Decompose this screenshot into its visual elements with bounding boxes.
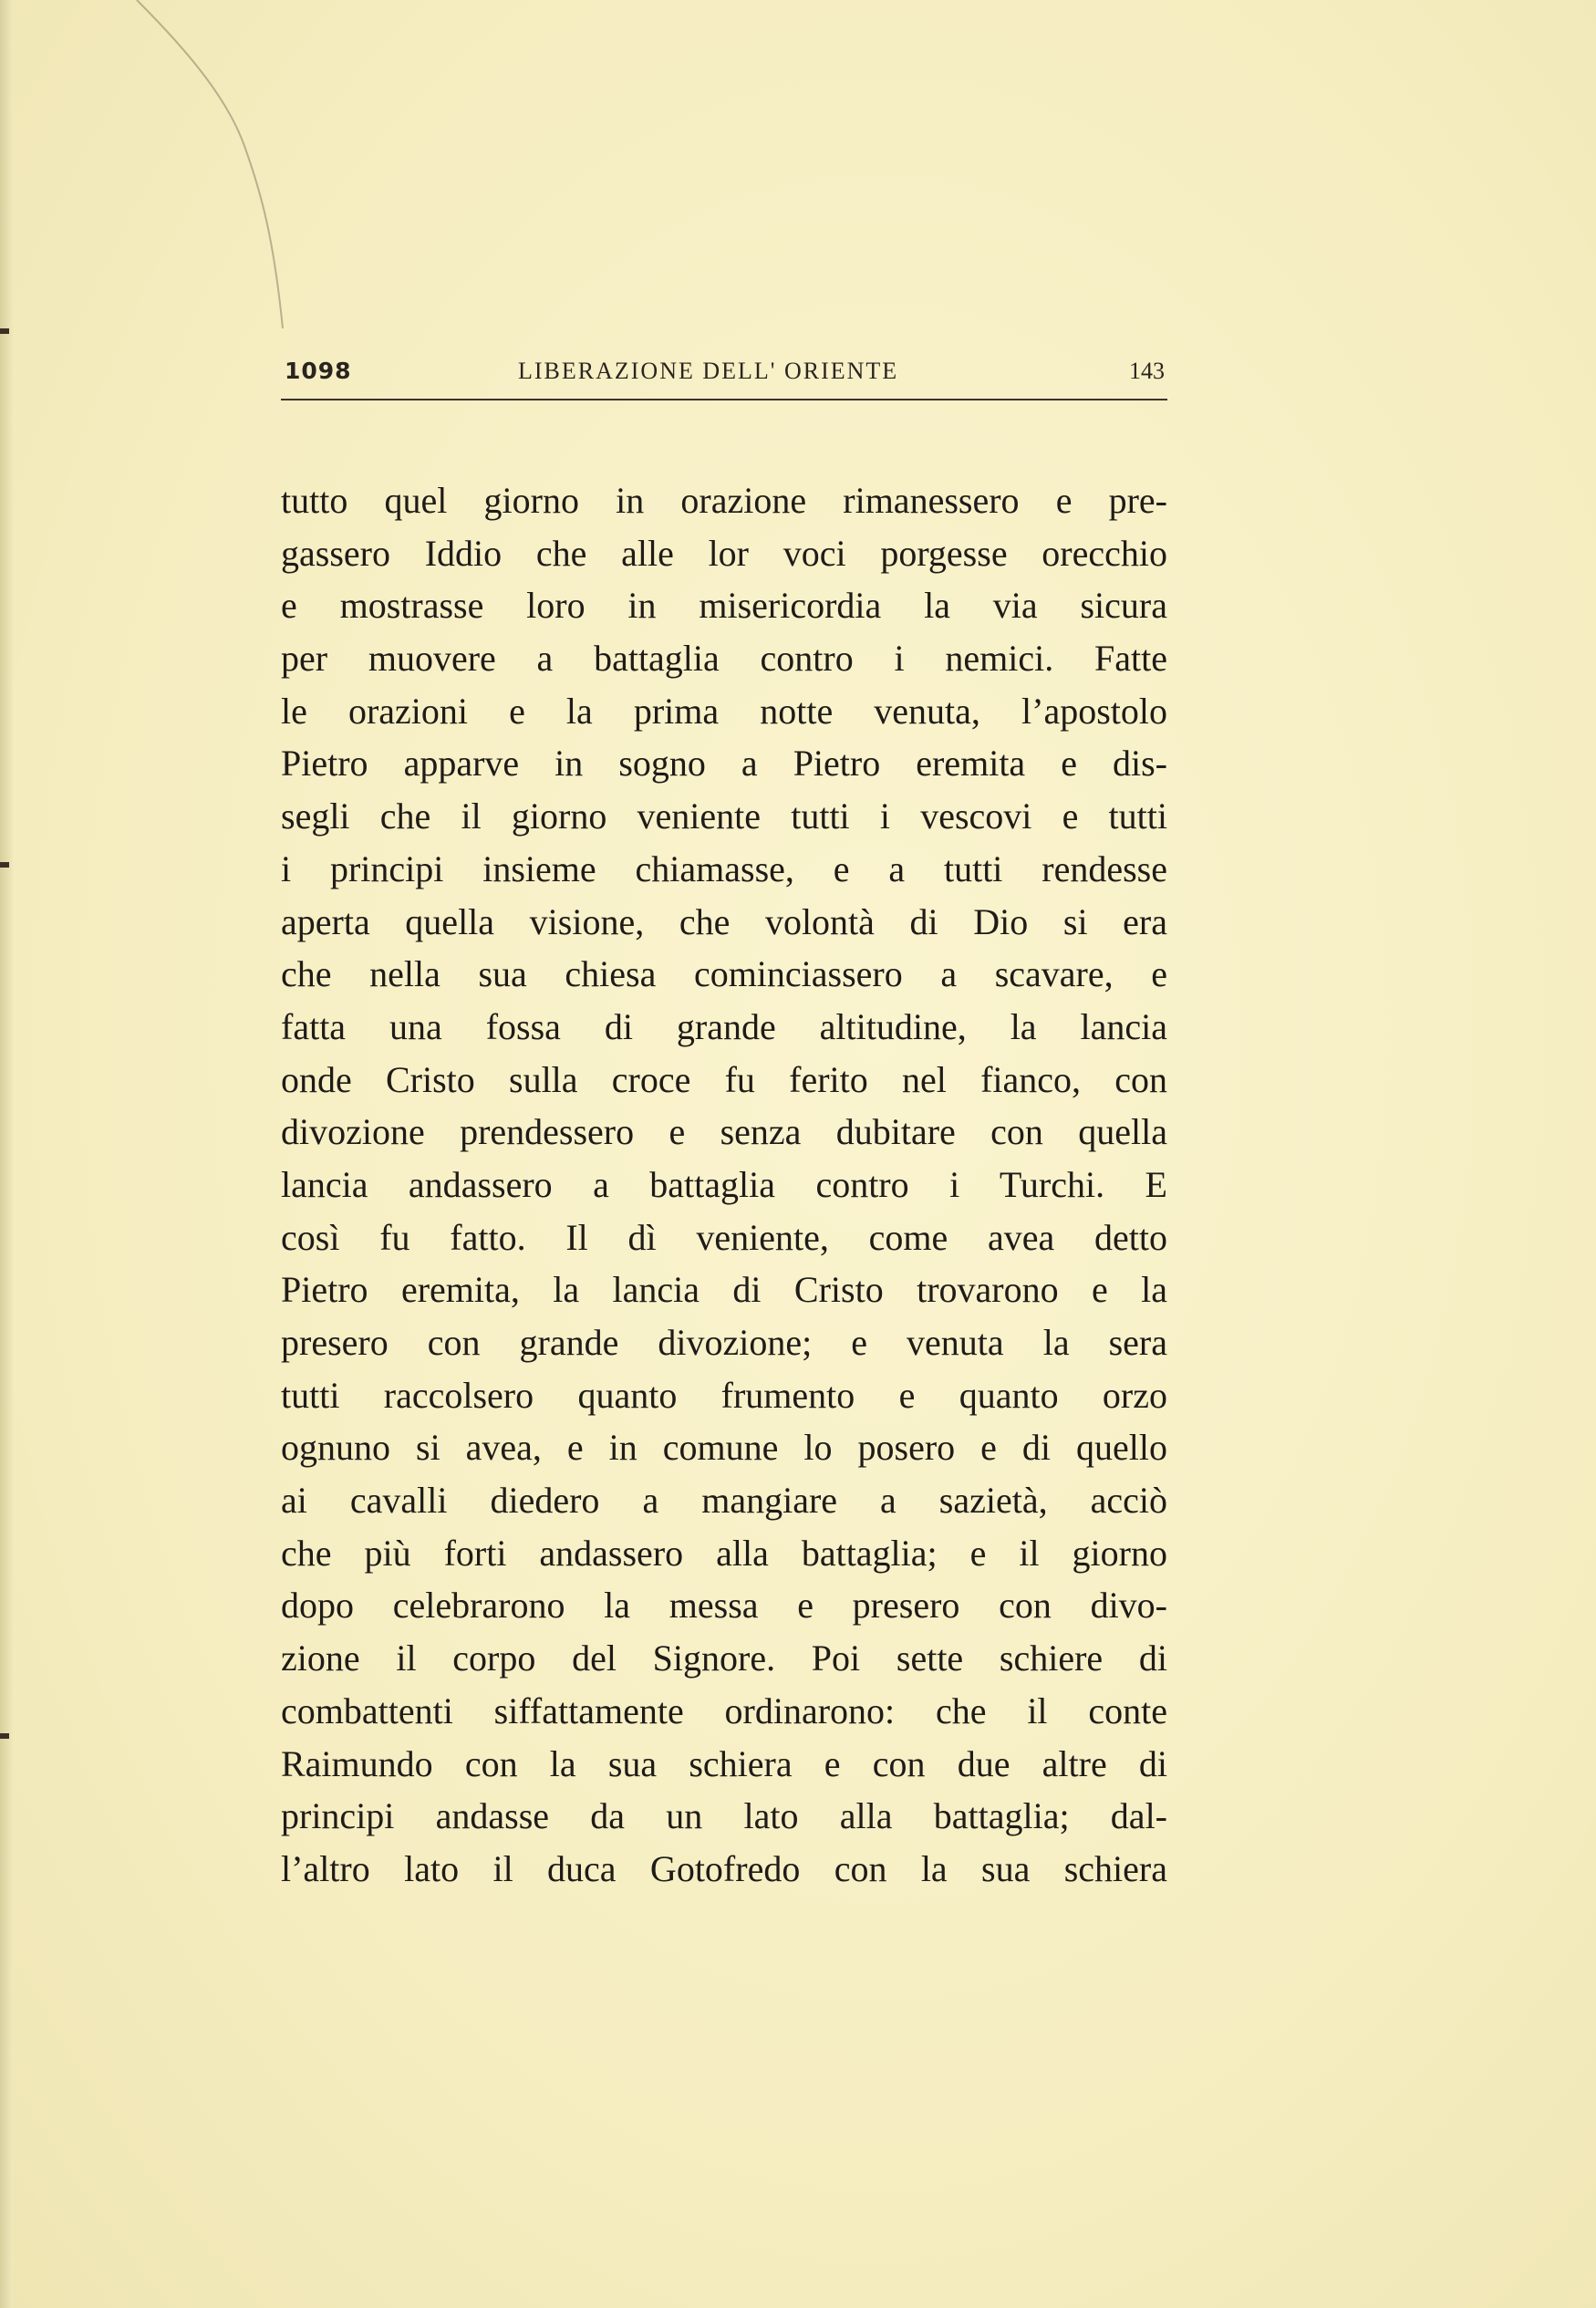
- text-line: Pietro eremita, la lancia di Cristo trovarono e la: [281, 1269, 1167, 1311]
- text-line: Raimundo con la sua schiera e con due altre di: [281, 1742, 1167, 1784]
- text-line: che più forti andassero alla battaglia; e il giorno: [281, 1532, 1167, 1574]
- page-number: 143: [1129, 358, 1165, 384]
- text-line: segli che il giorno veniente tutti i vescovi e tutti: [281, 795, 1167, 837]
- page-fold-crease: [0, 0, 383, 365]
- body-text: [281, 474, 1167, 1896]
- text-line: fatta una fossa di grande altitudine, la lancia: [281, 1005, 1167, 1047]
- margin-mark: [0, 1733, 9, 1739]
- text-line: così fu fatto. Il dì veniente, come avea detto: [281, 1216, 1167, 1258]
- text-line: combattenti siffattamente ordinarono: che il conte: [281, 1689, 1167, 1731]
- text-line: principi andasse da un lato alla battaglia; dal-: [281, 1795, 1167, 1837]
- text-line: ognuno si avea, e in comune lo posero e di quello: [281, 1427, 1167, 1469]
- text-line: e mostrasse loro in misericordia la via sicura: [281, 585, 1167, 627]
- text-line: zione il corpo del Signore. Poi sette schiere di: [281, 1637, 1167, 1679]
- text-line: onde Cristo sulla croce fu ferito nel fianco, con: [281, 1058, 1167, 1100]
- margin-mark: [0, 862, 9, 868]
- text-line: Pietro apparve in sogno a Pietro eremita e dis-: [281, 743, 1167, 785]
- text-line: tutto quel giorno in orazione rimanessero e pre-: [281, 480, 1167, 521]
- text-line: lancia andassero a battaglia contro i Turchi. E: [281, 1163, 1167, 1205]
- text-line: gassero Iddio che alle lor voci porgesse orecchio: [281, 532, 1167, 574]
- header-rule: [281, 399, 1167, 400]
- text-line: aperta quella visione, che volontà di Dio si era: [281, 900, 1167, 942]
- text-line: ai cavalli diedero a mangiare a sazietà, acciò: [281, 1480, 1167, 1522]
- header-year: 1098: [285, 358, 352, 384]
- text-line: presero con grande divozione; e venuta la sera: [281, 1322, 1167, 1363]
- text-line: i principi insieme chiamasse, e a tutti rendesse: [281, 847, 1167, 889]
- header-title: LIBERAZIONE DELL' ORIENTE: [518, 358, 899, 384]
- text-line: che nella sua chiesa cominciassero a scavare, e: [281, 953, 1167, 995]
- text-line: per muovere a battaglia contro i nemici. Fatte: [281, 638, 1167, 680]
- text-line: divozione prendessero e senza dubitare con quella: [281, 1111, 1167, 1153]
- text-line: l’altro lato il duca Gotofredo con la sua schiera: [281, 1847, 1167, 1889]
- text-line: dopo celebrarono la messa e presero con divo-: [281, 1585, 1167, 1627]
- running-header: [285, 354, 1165, 398]
- margin-mark: [0, 328, 9, 334]
- text-line: tutti raccolsero quanto frumento e quanto orzo: [281, 1374, 1167, 1416]
- text-line: le orazioni e la prima notte venuta, l’apostolo: [281, 690, 1167, 732]
